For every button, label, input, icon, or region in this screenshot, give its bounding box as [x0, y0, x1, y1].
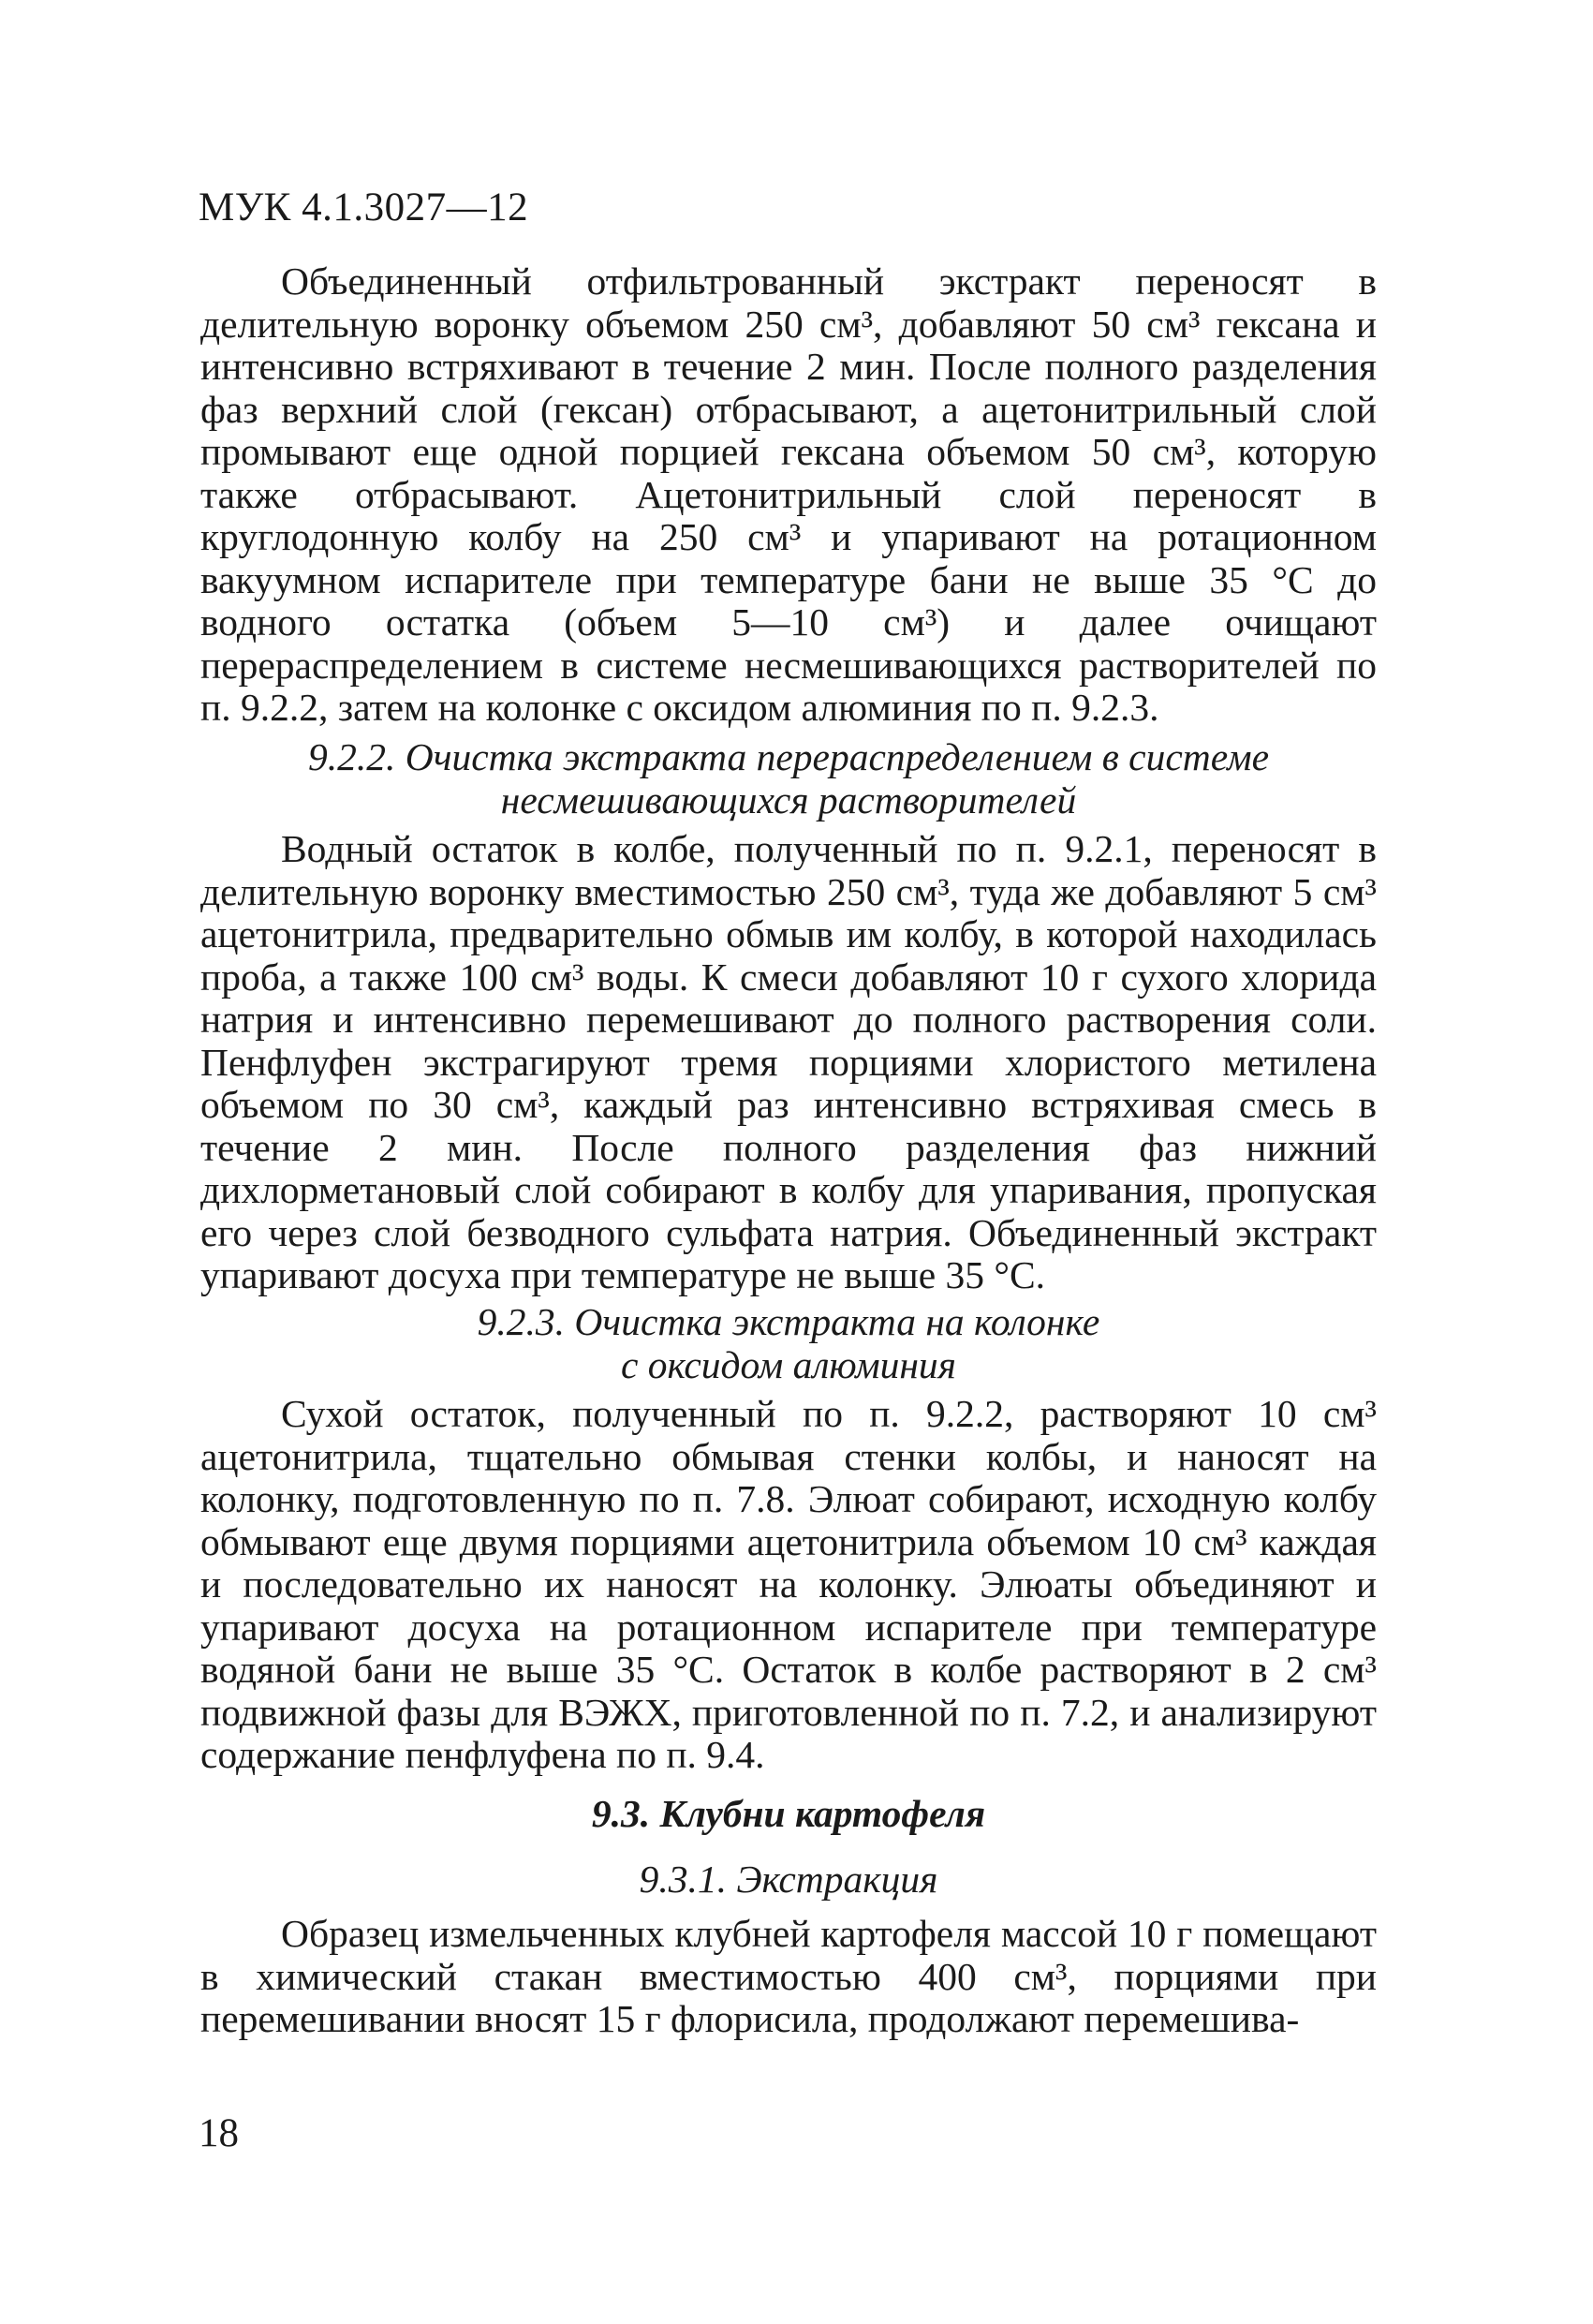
heading-line: 9.2.2. Очистка экстракта перераспределением в системе: [307, 735, 1270, 778]
heading-line: несмешивающихся растворителей: [500, 777, 1077, 822]
heading-9-2-2: [200, 736, 1377, 822]
paragraph-column-cleanup: [200, 1393, 1377, 1777]
heading-9-3: 9.3. Клубни картофеля: [591, 1792, 986, 1835]
paragraph-text: Объединенный отфильтрованный экстракт переносят в делительную воронку объемом 250 см³, добавляют 50 см³ гексана и интенсивно встряхивают в течение 2 мин. После полного разделения фаз верхний слой (гексан) отбрасывают, а ацетонитрильный слой промывают еще одной порцией гексана объемом 50 см³, которую также отбрасывают. Ацетонитрильный слой переносят в круглодонную колбу на 250 см³ и упаривают на ротационном вакуумном испарителе при температуре бани не выше 35 °С до водного остатка (объем 5—10 см³) и далее очищают перераспределением в системе несмешивающихся растворителей по п. 9.2.2, затем на колонке с оксидом алюминия по п. 9.2.3.: [200, 259, 1377, 729]
page-number: 18: [199, 2111, 239, 2155]
heading-9-3-1: 9.3.1. Экстракция: [639, 1858, 938, 1901]
paragraph-text: Образец измельченных клубней картофеля массой 10 г помещают в химический стакан вместимостью 400 см³, порциями при перемешивании вносят 15 г флорисила, продолжают перемешива-: [200, 1912, 1377, 2040]
paragraph-extract-processing: [200, 260, 1377, 730]
heading-line: 9.2.3. Очистка экстракта на колонке: [477, 1300, 1100, 1343]
paragraph-potato-extraction: [200, 1913, 1377, 2041]
paragraph-partition-cleanup: [200, 828, 1377, 1297]
paragraph-text: Сухой остаток, полученный по п. 9.2.2, растворяют 10 см³ ацетонитрила, тщательно обмывая стенки колбы, и наносят на колонку, подготовленную по п. 7.8. Элюат собирают, исходную колбу обмывают еще двумя порциями ацетонитрила объемом 10 см³ каждая и последовательно их наносят на колонку. Элюаты объединяют и упаривают досуха на ротационном испарителе при температуре водяной бани не выше 35 °С. Остаток в колбе растворяют в 2 см³ подвижной фазы для ВЭЖХ, приготовленной по п. 7.2, и анализируют содержание пенфлуфена по п. 9.4.: [200, 1392, 1377, 1776]
heading-line: с оксидом алюминия: [621, 1342, 956, 1386]
document-code: МУК 4.1.3027—12: [199, 185, 529, 229]
heading-9-2-3: [200, 1301, 1377, 1386]
paragraph-text: Водный остаток в колбе, полученный по п. 9.2.1, переносят в делительную воронку вместимостью 250 см³, туда же добавляют 5 см³ ацетонитрила, предварительно обмыв им колбу, в которой находилась проба, а также 100 см³ воды. К смеси добавляют 10 г сухого хлорида натрия и интенсивно перемешивают до полного растворения соли. Пенфлуфен экстрагируют тремя порциями хлористого метилена объемом по 30 см³, каждый раз интенсивно встряхивая смесь в течение 2 мин. После полного разделения фаз нижний дихлорметановый слой собирают в колбу для упаривания, пропуская его через слой безводного сульфата натрия. Объединенный экстракт упаривают досуха при температуре не выше 35 °С.: [200, 827, 1377, 1296]
